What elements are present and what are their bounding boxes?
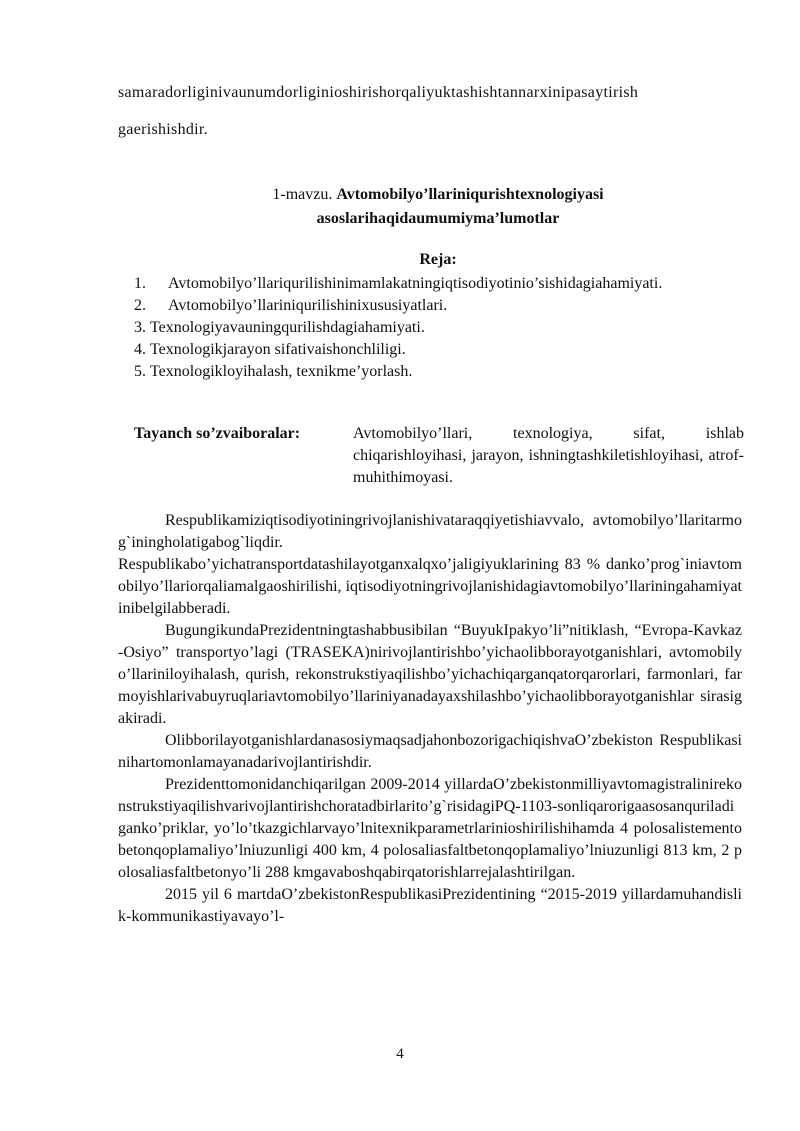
topic-title-line-1	[118, 183, 758, 207]
plan-item-text: Texnologiyavauningqurilishdagiahamiyati.	[150, 319, 425, 336]
body-paragraph: Prezidenttomonidanchiqarilgan 2009-2014 yillardaO’zbekistonmilliyavtomagistralinirekonstrukstiyaqilishvarivojlantirishchoratadbirlarito’g`risidagiPQ-1103-sonliqarorigaasosanquriladiganko’priklar, yo’lo’tkazgichlarvayo’lnitexnikparametrlarinioshirilishihamda 4 polosalistementobetonqoplamaliyo’lniuzunligi 400 km, 4 polosaliasfaltbetonqoplamaliyo’lniuzunligi 813 km, 2 polosaliasfaltbetonyo’li 288 kmgavaboshqabirqatorishlarrejalashtirilgan.	[118, 776, 742, 881]
plan-item-number: 3.	[134, 319, 146, 336]
plan-item-text: Texnologikloyihalash, texnikme’yorlash.	[150, 363, 413, 380]
topic-title-line-2	[118, 207, 758, 231]
plan-item-text: Avtomobilyo’llariqurilishinimamlakatningiqtisodiyotinio’sishidagiahamiyati.	[168, 275, 663, 292]
plan-item-text: Avtomobilyo’llariniqurilishinixususiyatlari.	[168, 297, 448, 314]
plan-item-number: 1.	[134, 275, 146, 292]
plan-item-number: 4.	[134, 341, 146, 358]
page-number: 4	[396, 1046, 404, 1062]
topic-title	[118, 183, 758, 231]
body-paragraph: BugungikundaPrezidentningtashabbusibilan “BuyukIpakyo’li”nitiklash, “Evropa-Kavkaz-Osiyo” transportyo’lagi (TRASEKA)nirivojlantirishbo’yichaolibborayotganishlari, avtomobilyo’llariniloyihalash, qurish, rekonstrukstiyaqilishbo’yichachiqarganqatorqarorlari, farmonlari, farmoyishlarivabuyruqlariavtomobilyo’llariniyanadayaxshilashbo’yichaolibborayotganishlar sirasigakiradi.	[118, 622, 742, 727]
plan-item	[134, 339, 744, 361]
body-paragraph: OlibborilayotganishlardanasosiymaqsadjahonbozorigachiqishvaO’zbekiston Respublikasinihartomonlamayanadarivojlantirishdir.	[118, 732, 742, 771]
plan-item	[134, 295, 744, 317]
topic-title-text-1: Avtomobilyo’llariniqurishtexnologiyasi	[336, 186, 604, 203]
intro-text	[118, 74, 748, 148]
plan-item	[134, 361, 744, 383]
plan-item	[134, 273, 744, 295]
body-paragraph: Respublikamiziqtisodiyotiningrivojlanishivataraqqiyetishiavvalo, avtomobilyo’llaritarmog`iningholatigabog`liqdir.	[118, 512, 742, 551]
plan-item-number: 2.	[134, 297, 146, 314]
plan-item-number: 5.	[134, 363, 146, 380]
intro-line-2: gaerishishdir.	[118, 121, 208, 138]
keywords-label: Tayanch so’zvaiboralar:	[134, 425, 301, 442]
plan-list	[134, 273, 744, 383]
plan-item	[134, 317, 744, 339]
body-paragraph: Respublikabo’yichatransportdatashilayotganxalqxo’jaligiyuklarining 83 % danko’prog`iniavtomobilyo’llariorqaliamalgaoshirilishi, iqtisodiyotningrivojlanishidagiavtomobilyo’llariningahamiyatinibelgilabberadi.	[118, 556, 742, 617]
topic-prefix: 1-mavzu.	[272, 186, 337, 203]
topic-title-text-2: asoslarihaqidaumumiyma’lumotlar	[316, 210, 560, 227]
plan-heading: Reja:	[419, 251, 457, 268]
plan-item-text: Texnologikjarayon sifativaishonchliligi.	[150, 341, 406, 358]
body-text	[118, 510, 742, 928]
intro-line-1: samaradorliginivaunumdorliginioshirishorqaliyuktashishtannarxinipasaytirish	[118, 84, 639, 101]
keywords-block	[134, 423, 744, 489]
body-paragraph: 2015 yil 6 martdaO’zbekistonRespublikasiPrezidentining “2015-2019 yillardamuhandislik-kommunikastiyavayo’l-	[118, 886, 742, 925]
keywords-text: Avtomobilyo’llari, texnologiya, sifat, ishlab chiqarishloyihasi, jarayon, ishningtashkiletishloyihasi, atrof-muhithimoyasi.	[353, 425, 744, 486]
